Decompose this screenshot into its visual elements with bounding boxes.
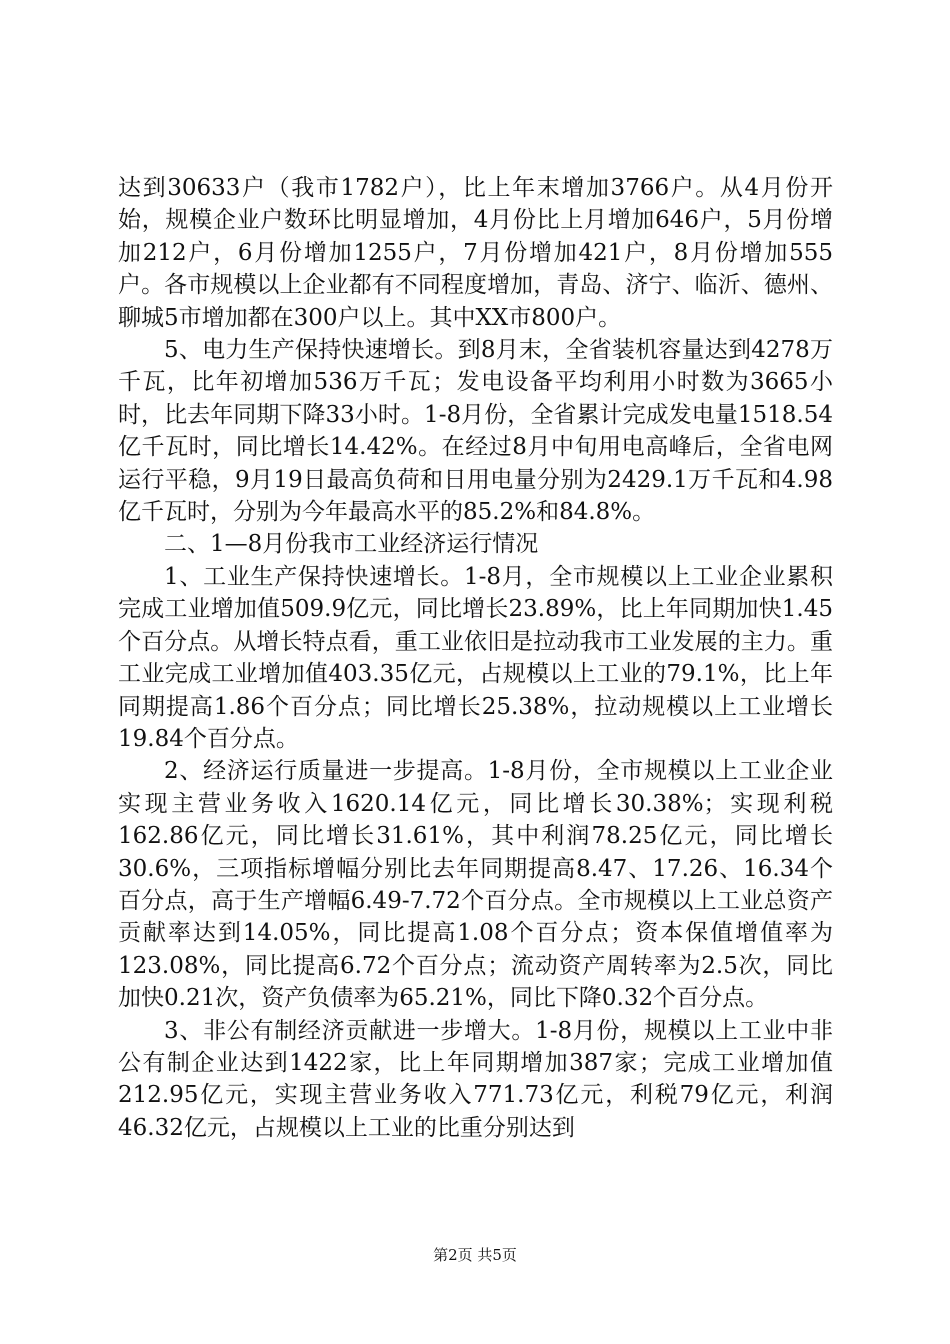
section-heading: 二、1—8月份我市工业经济运行情况 xyxy=(164,531,539,558)
paragraph-non-public-economy: 3、非公有制经济贡献进一步增大。1-8月份，规模以上工业中非公有制企业达到1422家，比上年同期增加387家；完成工业增加值212.95亿元，实现主营业务收入771.73亿元，利税79亿元，利润46.32亿元，占规模以上工业的比重分别达到 xyxy=(118,1017,833,1141)
paragraph-continuation: 达到30633户（我市1782户），比上年末增加3766户。从4月份开始，规模企业户数环比明显增加，4月份比上月增加646户，5月份增加212户，6月份增加1255户，7月份增加421户，8月份增加555户。各市规模以上企业都有不同程度增加，青岛、济宁、临沂、德州、聊城5市增加都在300户以上。其中XX市800户。 xyxy=(118,175,833,331)
paragraph-power-production: 5、电力生产保持快速增长。到8月末，全省装机容量达到4278万千瓦，比年初增加536万千瓦；发电设备平均利用小时数为3665小时，比去年同期下降33小时。1-8月份，全省累计完成发电量1518.54亿千瓦时，同比增长14.42%。在经过8月中旬用电高峰后，全省电网运行平稳，9月19日最高负荷和日用电量分别为2429.1万千瓦和4.98亿千瓦时，分别为今年最高水平的85.2%和84.8%。 xyxy=(118,337,833,526)
paragraph-economic-quality: 2、经济运行质量进一步提高。1-8月份，全市规模以上工业企业实现主营业务收入1620.14亿元，同比增长30.38%；实现利税162.86亿元，同比增长31.61%，其中利润78.25亿元，同比增长30.6%，三项指标增幅分别比去年同期提高8.47、17.26、16.34个百分点，高于生产增幅6.49-7.72个百分点。全市规模以上工业总资产贡献率达到14.05%，同比提高1.08个百分点；资本保值增值率为123.08%，同比提高6.72个百分点；流动资产周转率为2.5次，同比加快0.21次，资产负债率为65.21%，同比下降0.32个百分点。 xyxy=(118,758,833,1012)
page-number-footer: 第2页 共5页 xyxy=(433,1246,517,1264)
document-body xyxy=(118,172,833,1144)
paragraph-industrial-growth: 1、工业生产保持快速增长。1-8月，全市规模以上工业企业累积完成工业增加值509.9亿元，同比增长23.89%，比上年同期加快1.45个百分点。从增长特点看，重工业依旧是拉动我市工业发展的主力。重工业完成工业增加值403.35亿元，占规模以上工业的79.1%，比上年同期提高1.86个百分点；同比增长25.38%，拉动规模以上工业增长19.84个百分点。 xyxy=(118,563,833,752)
